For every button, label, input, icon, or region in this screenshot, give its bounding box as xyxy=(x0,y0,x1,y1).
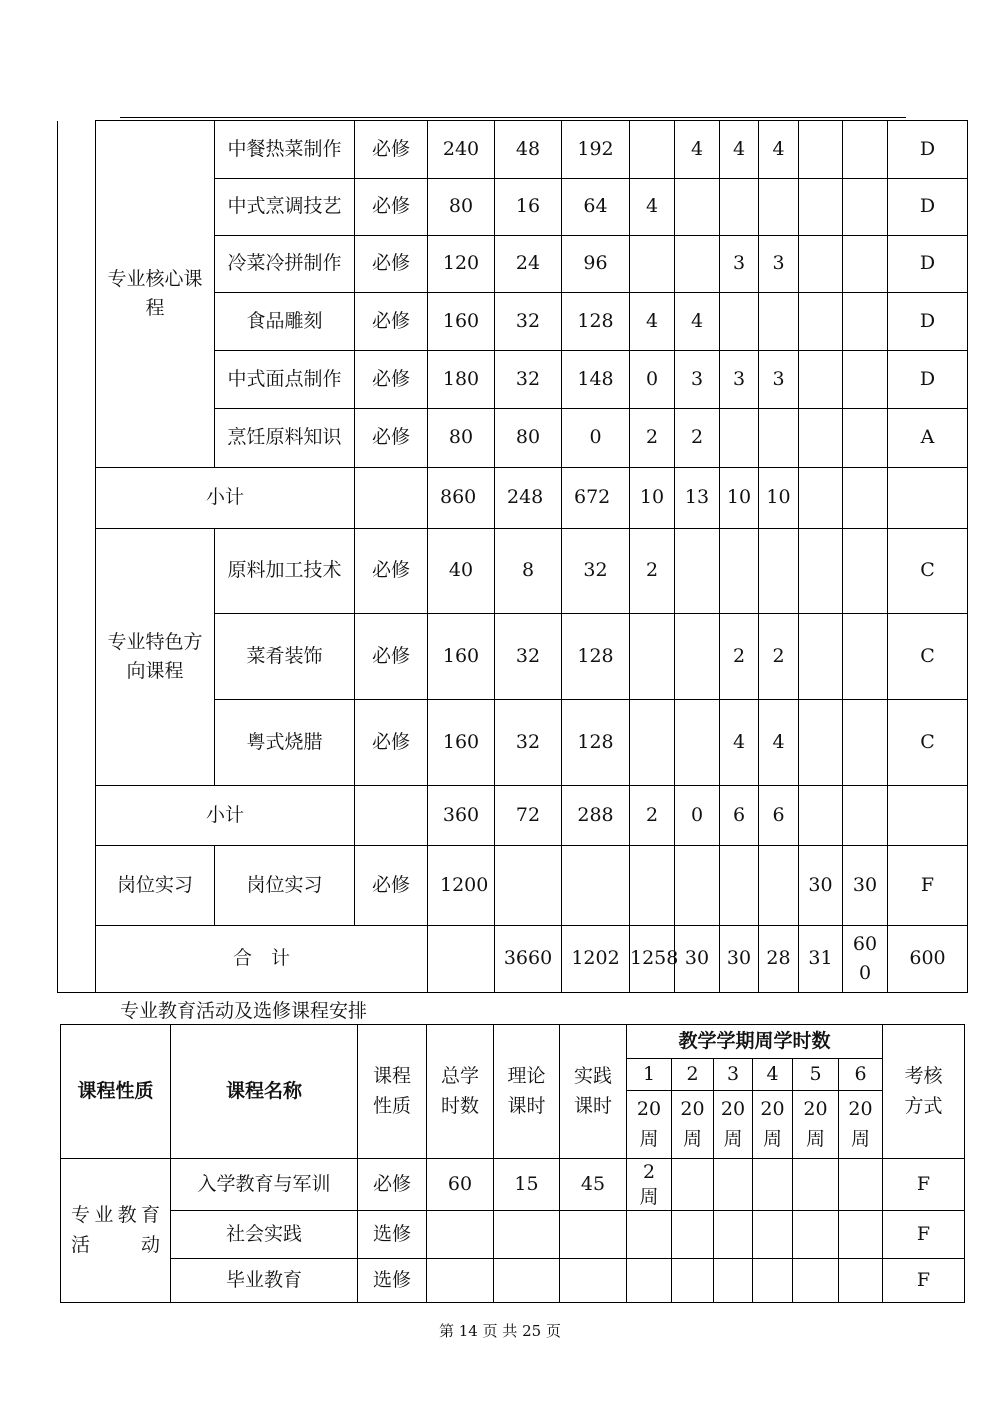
term-1: 2 xyxy=(630,529,675,614)
assessment: C xyxy=(888,700,968,786)
term-1: 30 xyxy=(675,926,720,993)
term-6 xyxy=(843,179,888,236)
practice-hours: 32 xyxy=(562,529,630,614)
assessment xyxy=(888,786,968,846)
term-4 xyxy=(759,529,799,614)
theory-hours: 48 xyxy=(495,121,562,179)
term-2: 4 xyxy=(675,121,720,179)
term-5 xyxy=(793,1259,839,1303)
course-type: 必修 xyxy=(355,614,428,700)
term-4: 31 xyxy=(799,926,843,993)
term-3: 2 xyxy=(720,614,759,700)
term-6 xyxy=(839,1259,883,1303)
term-5 xyxy=(793,1211,839,1259)
term-2 xyxy=(675,846,720,926)
course-type: 必修 xyxy=(355,700,428,786)
practice-hours: 192 xyxy=(562,121,630,179)
term-4 xyxy=(753,1211,793,1259)
term-5-weeks: 20周 xyxy=(793,1091,839,1159)
course-name: 中式面点制作 xyxy=(215,351,355,409)
term-6 xyxy=(839,1159,883,1211)
total-hours: 3660 xyxy=(495,926,562,993)
subtotal-label: 小计 xyxy=(96,468,355,529)
theory-hours: 32 xyxy=(495,293,562,351)
category-cell xyxy=(58,121,96,993)
practice-hours: 288 xyxy=(562,786,630,846)
term-1 xyxy=(630,846,675,926)
term-2 xyxy=(675,614,720,700)
course-type: 必修 xyxy=(355,846,428,926)
course-type: 必修 xyxy=(355,179,428,236)
term-2-header: 2 xyxy=(672,1059,714,1091)
term-5: 600 xyxy=(843,926,888,993)
practice-hours: 1258 xyxy=(630,926,675,993)
table-row xyxy=(58,121,968,179)
term-4: 6 xyxy=(759,786,799,846)
term-4 xyxy=(759,293,799,351)
course-type: 必修 xyxy=(355,529,428,614)
practice-hours: 96 xyxy=(562,236,630,293)
term-3: 28 xyxy=(759,926,799,993)
term-3 xyxy=(720,179,759,236)
term-6 xyxy=(843,468,888,529)
core-group-label: 专业核心课程 xyxy=(96,121,215,468)
feature-group-label: 专业特色方向课程 xyxy=(96,529,215,786)
total-hours: 120 xyxy=(428,236,495,293)
header-weekly: 教学学期周学时数 xyxy=(627,1025,883,1059)
term-5 xyxy=(799,179,843,236)
term-6: 600 xyxy=(888,926,968,993)
total-hours: 160 xyxy=(428,614,495,700)
term-6 xyxy=(843,236,888,293)
header-course-nature: 课程性质 xyxy=(358,1025,427,1159)
term-1: 2 xyxy=(630,786,675,846)
header-theory: 理论课时 xyxy=(494,1025,560,1159)
practice-hours xyxy=(560,1211,627,1259)
course-name: 入学教育与军训 xyxy=(171,1159,358,1211)
term-2: 2 xyxy=(675,409,720,468)
term-4: 4 xyxy=(759,121,799,179)
term-5 xyxy=(799,786,843,846)
term-3 xyxy=(720,293,759,351)
grand-total-label: 合 计 xyxy=(96,926,428,993)
table-row xyxy=(61,1259,965,1303)
section-caption: 专业教育活动及选修课程安排 xyxy=(120,1000,368,1022)
term-3 xyxy=(714,1259,753,1303)
course-name: 食品雕刻 xyxy=(215,293,355,351)
term-5 xyxy=(799,700,843,786)
term-2 xyxy=(675,179,720,236)
total-hours xyxy=(427,1211,494,1259)
term-3 xyxy=(720,846,759,926)
theory-hours xyxy=(494,1259,560,1303)
subtotal-row xyxy=(58,468,968,529)
term-3 xyxy=(720,529,759,614)
theory-hours: 16 xyxy=(495,179,562,236)
term-3: 10 xyxy=(720,468,759,529)
theory-hours: 32 xyxy=(495,614,562,700)
empty-cell xyxy=(355,786,428,846)
empty-cell xyxy=(355,468,428,529)
term-4 xyxy=(759,179,799,236)
term-1 xyxy=(630,236,675,293)
term-1: 4 xyxy=(630,293,675,351)
course-name: 烹饪原料知识 xyxy=(215,409,355,468)
term-1: 10 xyxy=(630,468,675,529)
course-type: 选修 xyxy=(358,1259,427,1303)
total-hours: 40 xyxy=(428,529,495,614)
page-footer: 第 14 页 共 25 页 xyxy=(438,1322,561,1340)
internship-group-label: 岗位实习 xyxy=(96,846,215,926)
total-hours: 180 xyxy=(428,351,495,409)
term-5 xyxy=(799,468,843,529)
theory-hours xyxy=(494,1211,560,1259)
header-nature: 课程性质 xyxy=(61,1025,171,1159)
theory-hours: 24 xyxy=(495,236,562,293)
activities-table xyxy=(60,1024,965,1303)
practice-hours xyxy=(562,846,630,926)
total-hours: 80 xyxy=(428,409,495,468)
term-4 xyxy=(753,1259,793,1303)
header-practice: 实践课时 xyxy=(560,1025,627,1159)
term-3: 6 xyxy=(720,786,759,846)
assessment: D xyxy=(888,293,968,351)
term-2: 0 xyxy=(675,786,720,846)
term-6 xyxy=(839,1211,883,1259)
term-4: 3 xyxy=(759,236,799,293)
term-2 xyxy=(672,1211,714,1259)
term-6 xyxy=(843,409,888,468)
subtotal-label: 小计 xyxy=(96,786,355,846)
term-3: 4 xyxy=(720,121,759,179)
term-5 xyxy=(799,293,843,351)
subtotal-row xyxy=(58,786,968,846)
total-hours xyxy=(427,1259,494,1303)
term-2 xyxy=(675,236,720,293)
course-name: 菜肴装饰 xyxy=(215,614,355,700)
header-rule xyxy=(120,117,906,118)
term-3 xyxy=(714,1211,753,1259)
course-type: 必修 xyxy=(355,293,428,351)
term-5 xyxy=(799,121,843,179)
assessment: A xyxy=(888,409,968,468)
term-5-header: 5 xyxy=(793,1059,839,1091)
course-type: 必修 xyxy=(355,351,428,409)
theory-hours: 1202 xyxy=(562,926,630,993)
assessment: C xyxy=(888,529,968,614)
header-name: 课程名称 xyxy=(171,1025,358,1159)
assessment: D xyxy=(888,179,968,236)
header-row xyxy=(61,1025,965,1059)
term-1 xyxy=(627,1211,672,1259)
practice-hours: 148 xyxy=(562,351,630,409)
term-5 xyxy=(799,236,843,293)
term-3 xyxy=(720,409,759,468)
term-6 xyxy=(843,121,888,179)
term-4-weeks: 20周 xyxy=(753,1091,793,1159)
term-1 xyxy=(630,121,675,179)
term-2 xyxy=(675,700,720,786)
total-hours: 360 xyxy=(428,786,495,846)
assessment: D xyxy=(888,236,968,293)
practice-hours: 128 xyxy=(562,700,630,786)
term-1: 2周 xyxy=(627,1159,672,1211)
term-4-header: 4 xyxy=(753,1059,793,1091)
course-name: 中式烹调技艺 xyxy=(215,179,355,236)
term-1 xyxy=(630,614,675,700)
course-type: 必修 xyxy=(358,1159,427,1211)
term-6-weeks: 20周 xyxy=(839,1091,883,1159)
assessment xyxy=(888,468,968,529)
empty-cell xyxy=(428,926,495,993)
term-2 xyxy=(675,529,720,614)
term-6 xyxy=(843,529,888,614)
internship-row xyxy=(58,846,968,926)
total-hours: 860 xyxy=(428,468,495,529)
theory-hours: 248 xyxy=(495,468,562,529)
practice-hours: 45 xyxy=(560,1159,627,1211)
curriculum-table xyxy=(57,120,968,993)
term-1: 2 xyxy=(630,409,675,468)
assessment: D xyxy=(888,121,968,179)
term-4 xyxy=(759,846,799,926)
course-type: 选修 xyxy=(358,1211,427,1259)
practice-hours xyxy=(560,1259,627,1303)
term-2 xyxy=(672,1159,714,1211)
practice-hours: 0 xyxy=(562,409,630,468)
practice-hours: 672 xyxy=(562,468,630,529)
term-5 xyxy=(799,409,843,468)
total-hours: 60 xyxy=(427,1159,494,1211)
term-1: 4 xyxy=(630,179,675,236)
assessment: C xyxy=(888,614,968,700)
term-6 xyxy=(843,786,888,846)
term-3 xyxy=(714,1159,753,1211)
term-5 xyxy=(799,614,843,700)
course-name: 原料加工技术 xyxy=(215,529,355,614)
header-total: 总学时数 xyxy=(427,1025,494,1159)
term-1 xyxy=(630,700,675,786)
term-5 xyxy=(793,1159,839,1211)
course-name: 冷菜冷拼制作 xyxy=(215,236,355,293)
theory-hours xyxy=(495,846,562,926)
term-2 xyxy=(672,1259,714,1303)
header-assess: 考核方式 xyxy=(883,1025,965,1159)
term-6-header: 6 xyxy=(839,1059,883,1091)
term-1-header: 1 xyxy=(627,1059,672,1091)
term-2: 3 xyxy=(675,351,720,409)
total-hours: 1200 xyxy=(428,846,495,926)
practice-hours: 64 xyxy=(562,179,630,236)
theory-hours: 80 xyxy=(495,409,562,468)
term-5 xyxy=(799,529,843,614)
term-3: 4 xyxy=(720,700,759,786)
term-6 xyxy=(843,351,888,409)
assessment: F xyxy=(883,1211,965,1259)
course-type: 必修 xyxy=(355,236,428,293)
table-row xyxy=(61,1159,965,1211)
table-row xyxy=(58,529,968,614)
total-hours: 160 xyxy=(428,293,495,351)
assessment: F xyxy=(883,1159,965,1211)
term-6 xyxy=(843,293,888,351)
theory-hours: 8 xyxy=(495,529,562,614)
total-hours: 80 xyxy=(428,179,495,236)
total-hours: 240 xyxy=(428,121,495,179)
term-4 xyxy=(759,409,799,468)
term-4: 4 xyxy=(759,700,799,786)
term-4: 10 xyxy=(759,468,799,529)
term-4: 2 xyxy=(759,614,799,700)
assessment: F xyxy=(888,846,968,926)
term-5: 30 xyxy=(799,846,843,926)
term-4 xyxy=(753,1159,793,1211)
term-3-header: 3 xyxy=(714,1059,753,1091)
course-name: 毕业教育 xyxy=(171,1259,358,1303)
course-name: 社会实践 xyxy=(171,1211,358,1259)
theory-hours: 32 xyxy=(495,700,562,786)
assessment: F xyxy=(883,1259,965,1303)
term-6 xyxy=(843,700,888,786)
assessment: D xyxy=(888,351,968,409)
course-type: 必修 xyxy=(355,409,428,468)
term-3: 3 xyxy=(720,351,759,409)
activity-group-label: 专业教育活动 xyxy=(61,1159,171,1303)
term-3: 3 xyxy=(720,236,759,293)
term-6: 30 xyxy=(843,846,888,926)
table-row xyxy=(61,1211,965,1259)
term-1: 0 xyxy=(630,351,675,409)
term-2: 13 xyxy=(675,468,720,529)
grand-total-row xyxy=(58,926,968,993)
term-3-weeks: 20周 xyxy=(714,1091,753,1159)
term-6 xyxy=(843,614,888,700)
course-type: 必修 xyxy=(355,121,428,179)
term-5 xyxy=(799,351,843,409)
total-hours: 160 xyxy=(428,700,495,786)
term-1-weeks: 20周 xyxy=(627,1091,672,1159)
term-4: 3 xyxy=(759,351,799,409)
practice-hours: 128 xyxy=(562,614,630,700)
theory-hours: 32 xyxy=(495,351,562,409)
term-2: 4 xyxy=(675,293,720,351)
term-2-weeks: 20周 xyxy=(672,1091,714,1159)
theory-hours: 15 xyxy=(494,1159,560,1211)
term-2: 30 xyxy=(720,926,759,993)
course-name: 岗位实习 xyxy=(215,846,355,926)
course-name: 粤式烧腊 xyxy=(215,700,355,786)
practice-hours: 128 xyxy=(562,293,630,351)
term-1 xyxy=(627,1259,672,1303)
course-name: 中餐热菜制作 xyxy=(215,121,355,179)
theory-hours: 72 xyxy=(495,786,562,846)
